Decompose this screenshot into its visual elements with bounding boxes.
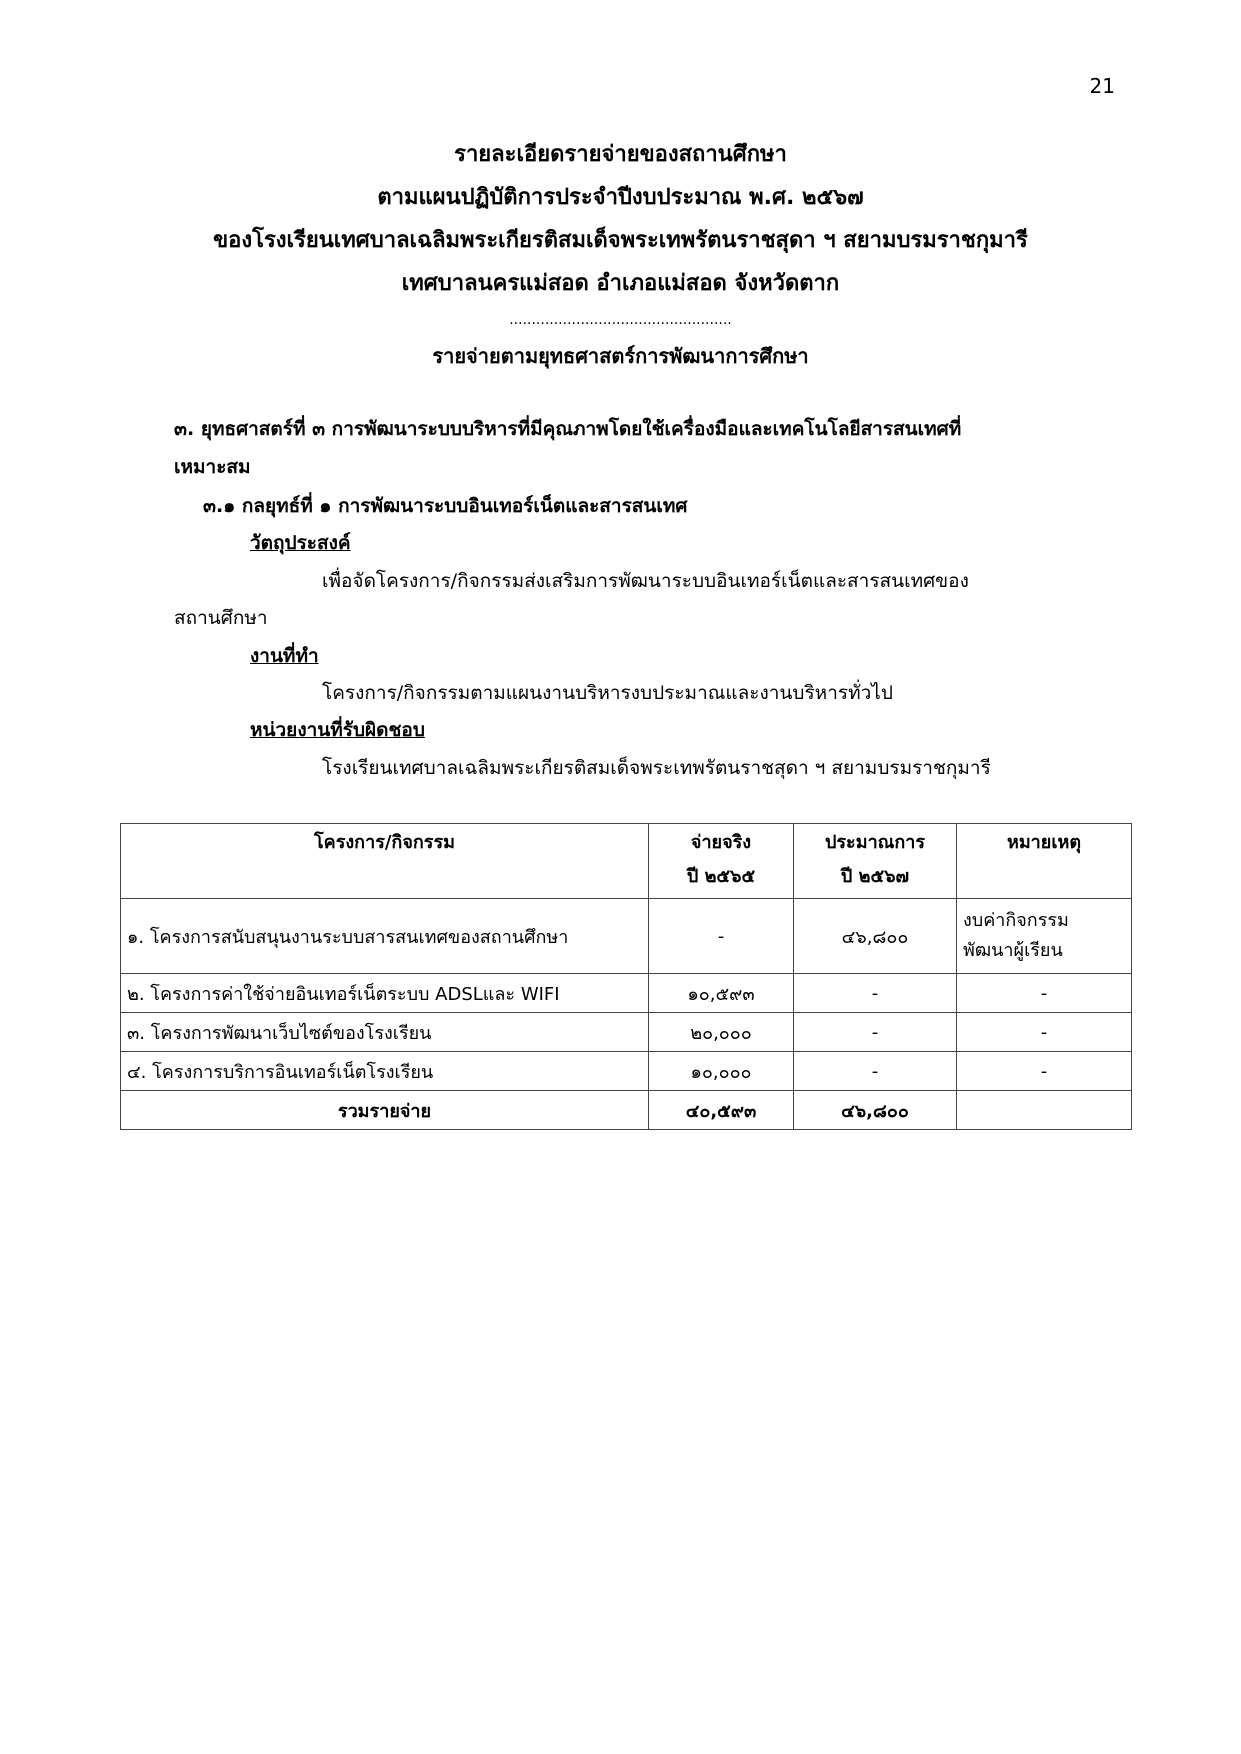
table-total-row — [121, 1091, 1132, 1130]
total-estimate: ๔๖,๘๐๐ — [794, 1091, 957, 1130]
header-note — [957, 824, 1132, 899]
cell-note: - — [957, 1013, 1132, 1052]
objective-heading: วัตถุประสงค์ — [250, 532, 351, 554]
total-actual: ๔๐,๕๙๓ — [649, 1091, 794, 1130]
cell-estimate: ๔๖,๘๐๐ — [794, 899, 957, 974]
header-project-label: โครงการ/กิจกรรม — [314, 832, 455, 853]
cell-actual: ๑๐,๕๙๓ — [649, 974, 794, 1013]
title-line-4: เทศบาลนครแม่สอด อำเภอแม่สอด จังหวัดตาก — [401, 271, 840, 296]
cell-estimate: - — [794, 1013, 957, 1052]
strategy-line-2: เหมาะสม — [174, 456, 251, 478]
header-actual-line-1: จ่ายจริง — [690, 832, 752, 853]
objective-line-2: สถานศึกษา — [174, 607, 268, 629]
cell-project: ๔. โครงการบริการอินเทอร์เน็ตโรงเรียน — [121, 1052, 649, 1091]
strategy-line-1: ๓. ยุทธศาสตร์ที่ ๓ การพัฒนาระบบบริหารที่มีคุณภาพโดยใช้เครื่องมือและเทคโนโลยีสารสนเทศที่ — [174, 418, 962, 440]
cell-note: - — [957, 974, 1132, 1013]
responsible-text: โรงเรียนเทศบาลเฉลิมพระเกียรติสมเด็จพระเทพรัตนราชสุดา ฯ สยามบรมราชกุมารี — [322, 757, 991, 779]
table-row — [121, 1052, 1132, 1091]
cell-actual: ๑๐,๐๐๐ — [649, 1052, 794, 1091]
total-label: รวมรายจ่าย — [121, 1091, 649, 1130]
header-note-label: หมายเหตุ — [1006, 832, 1082, 853]
cell-actual: ๒๐,๐๐๐ — [649, 1013, 794, 1052]
header-actual — [649, 824, 794, 899]
cell-note — [957, 899, 1132, 974]
title-line-1: รายละเอียดรายจ่ายของสถานศึกษา — [454, 142, 787, 167]
separator-dots: .................................................. — [509, 312, 732, 328]
cell-actual: - — [649, 899, 794, 974]
header-actual-line-2: ปี ๒๕๖๕ — [686, 866, 756, 887]
cell-project: ๑. โครงการสนับสนุนงานระบบสารสนเทศของสถานศึกษา — [121, 899, 649, 974]
header-estimate-line-1: ประมาณการ — [824, 832, 926, 853]
responsible-heading: หน่วยงานที่รับผิดชอบ — [250, 719, 425, 741]
title-line-3: ของโรงเรียนเทศบาลเฉลิมพระเกียรติสมเด็จพระเทพรัตนราชสุดา ฯ สยามบรมราชกุมารี — [213, 228, 1028, 253]
cell-estimate: - — [794, 1052, 957, 1091]
header-estimate — [794, 824, 957, 899]
objective-line-1: เพื่อจัดโครงการ/กิจกรรมส่งเสริมการพัฒนาระบบอินเทอร์เน็ตและสารสนเทศของ — [322, 570, 969, 592]
cell-note: - — [957, 1052, 1132, 1091]
cell-project: ๓. โครงการพัฒนาเว็บไซต์ของโรงเรียน — [121, 1013, 649, 1052]
table-row — [121, 974, 1132, 1013]
cell-project: ๒. โครงการค่าใช้จ่ายอินเทอร์เน็ตระบบ ADSLและ WIFI — [121, 974, 649, 1013]
table-row — [121, 899, 1132, 974]
table-header-row — [121, 824, 1132, 899]
section-subtitle: รายจ่ายตามยุทธศาสตร์การพัฒนาการศึกษา — [432, 344, 809, 368]
cell-note-line-1: งบค่ากิจกรรม — [963, 910, 1069, 931]
document-title — [0, 133, 1241, 305]
total-note — [957, 1091, 1132, 1130]
strategy-sub: ๓.๑ กลยุทธ์ที่ ๑ การพัฒนาระบบอินเทอร์เน็ตและสารสนเทศ — [203, 495, 688, 517]
work-heading: งานที่ทำ — [250, 645, 319, 667]
table-row — [121, 1013, 1132, 1052]
page-number: 21 — [1089, 74, 1115, 98]
budget-table — [120, 823, 1132, 1130]
cell-note-line-2: พัฒนาผู้เรียน — [963, 940, 1063, 961]
title-line-2: ตามแผนปฏิบัติการประจำปีงบประมาณ พ.ศ. ๒๕๖๗ — [377, 185, 864, 210]
cell-estimate: - — [794, 974, 957, 1013]
header-estimate-line-2: ปี ๒๕๖๗ — [840, 866, 910, 887]
work-text: โครงการ/กิจกรรมตามแผนงานบริหารงบประมาณและงานบริหารทั่วไป — [322, 682, 893, 704]
header-project — [121, 824, 649, 899]
